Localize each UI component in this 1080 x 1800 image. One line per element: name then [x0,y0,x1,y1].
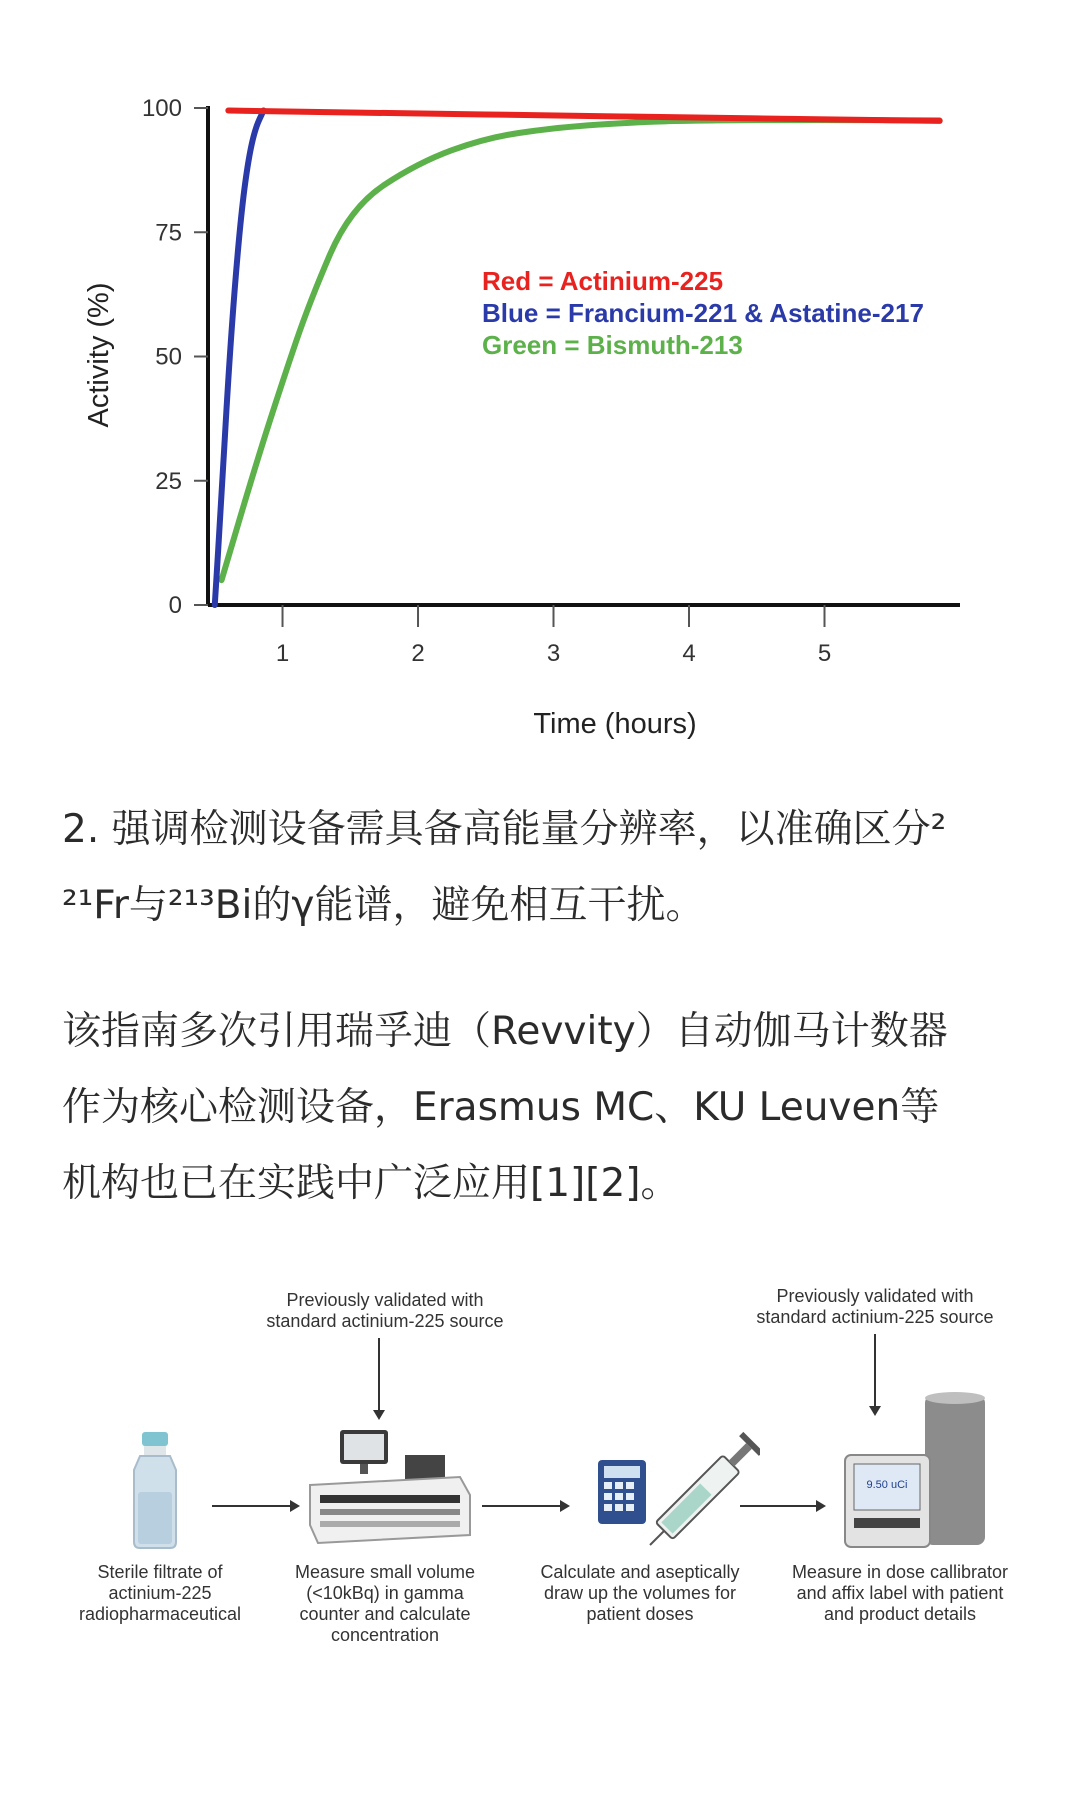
paragraph-gamma-counter [62,994,1022,1222]
paragraph-energy-resolution [62,792,1022,944]
chart-legend [482,266,924,360]
y-tick-label: 100 [141,95,182,122]
vial-icon [120,1430,190,1550]
step-2-caption: Measure small volume (<10kBq) in gamma counter and calculate concentration [294,1562,476,1645]
x-tick-label: 4 [682,640,696,667]
workflow-diagram [0,1250,1080,1670]
legend-entry-blue: Blue = Francium-221 & Astatine-217 [482,298,924,328]
y-tick-label: 25 [155,467,182,495]
activity-chart [0,0,1080,770]
legend-entry-green: Green = Bismuth-213 [482,330,743,360]
x-tick-label: 2 [411,640,425,667]
x-tick-label: 3 [546,640,561,667]
paragraph-line: 2. 强调检测设备需具备高能量分辨率，以准确区分² [62,807,947,852]
right-arrow-2 [482,1505,568,1507]
x-ticks [276,605,831,667]
x-axis-label: Time (hours) [533,708,697,740]
x-tick-label: 1 [275,640,290,667]
validation-note-2: Previously validated with standard actinium-225 source [756,1286,994,1327]
dose-calibrator-icon [840,1390,1000,1560]
gamma-counter-icon [300,1425,480,1555]
y-tick-label: 75 [155,219,182,247]
step-4-caption: Measure in dose callibrator and affix label with patient and product details [791,1562,1009,1624]
step-1-caption: Sterile filtrate of actinium-225 radiopharmaceutical [78,1562,242,1624]
validation-note-1: Previously validated with standard actinium-225 source [266,1290,504,1331]
activity-chart-svg [0,0,1080,770]
calculator-syringe-icon [590,1420,760,1560]
series-line-0 [228,110,939,120]
y-axis-label: Activity (%) [83,282,115,428]
calibrator-screen-reading: 9.50 uCi [866,1479,908,1491]
y-tick-label: 0 [168,592,182,619]
x-tick-label: 5 [817,640,832,667]
y-ticks [142,95,208,619]
down-arrow-1 [378,1338,380,1418]
paragraph-line: 作为核心检测设备，Erasmus MC、KU Leuven等 [62,1085,940,1130]
paragraph-line: ²¹Fr与²¹³Bi的γ能谱，避免相互干扰。 [62,883,705,928]
right-arrow-3 [740,1505,824,1507]
step-3-caption: Calculate and aseptically draw up the volumes for patient doses [540,1562,740,1624]
paragraph-line: 该指南多次引用瑞孚迪（Revvity）自动伽马计数器 [62,1009,948,1054]
right-arrow-1 [212,1505,298,1507]
y-tick-label: 50 [155,343,182,371]
legend-entry-red: Red = Actinium-225 [482,266,724,296]
paragraph-line: 机构也已在实践中广泛应用[1][2]。 [62,1161,680,1206]
